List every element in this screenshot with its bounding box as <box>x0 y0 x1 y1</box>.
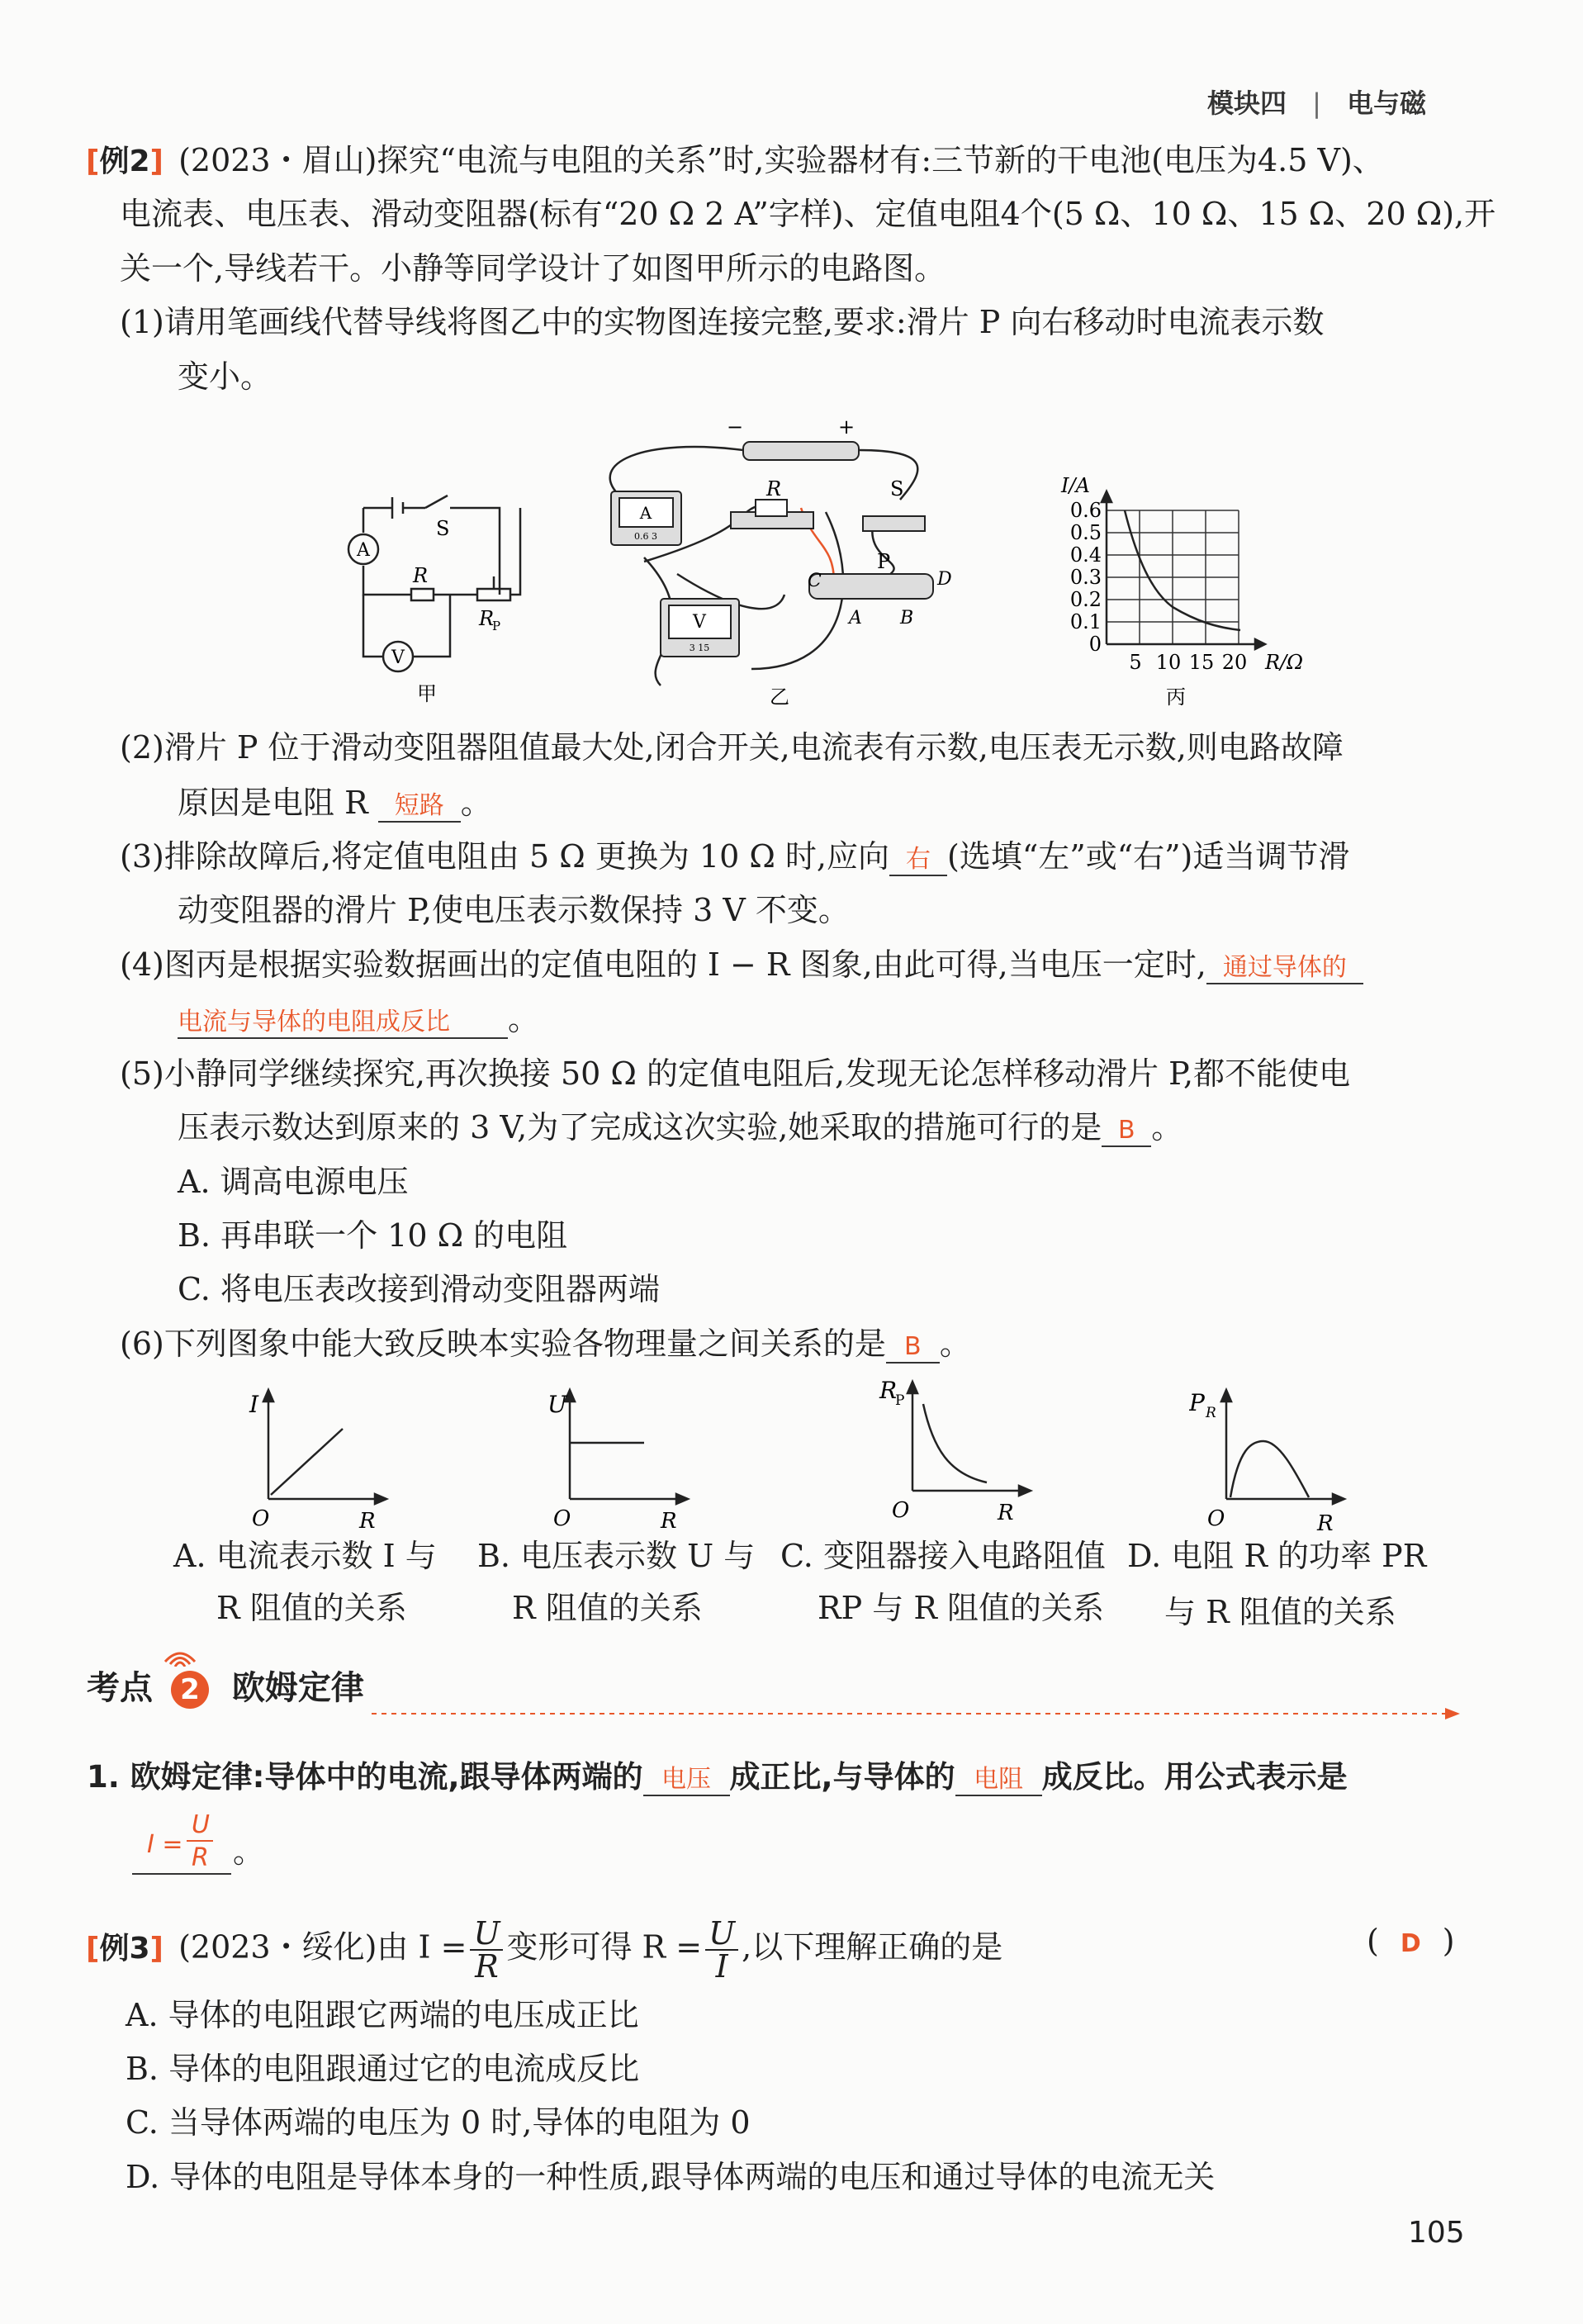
graph-a-ylabel: I <box>249 1391 259 1418</box>
figure-yi-apparatus <box>586 413 974 719</box>
example3-answer-paren: ( D ) <box>1367 1923 1455 1959</box>
header-section: 电与磁 <box>1347 88 1427 119</box>
graph-c-ylabel: R <box>879 1377 898 1404</box>
q6-answer: B <box>904 1332 922 1361</box>
example3-stem: [例3] (2023・绥化)由 I = $\frac{U}{R}$ 变形可得 R = $\frac{U}{I}$ ,以下理解正确的是 <box>81 1918 1002 1982</box>
header-divider: | <box>1312 88 1321 119</box>
graph-d-caption-1: D. 电阻 R 的功率 PR <box>1127 1538 1427 1574</box>
graph-d <box>1189 1375 1354 1532</box>
bing-xtick: 10 <box>1155 651 1182 674</box>
item1-answer-2: 电阻 <box>974 1765 1024 1794</box>
item1-formula-den: R <box>192 1843 209 1872</box>
header-module: 模块四 <box>1207 88 1287 119</box>
yi-ammeter-label: A <box>639 503 652 523</box>
q5-line2: 压表示数达到原来的 3 V,为了完成这次实验,她采取的措施可行的是 B 。 <box>178 1109 1183 1145</box>
q5-line1: (5)小静同学继续探究,再次换接 50 Ω 的定值电阻后,发现无论怎样移动滑片 P,都不能使电 <box>120 1055 1351 1092</box>
q6-line: (6)下列图象中能大致反映本实验各物理量之间关系的是 B 。 <box>120 1326 971 1362</box>
graph-c-xlabel: R <box>998 1501 1014 1524</box>
yi-d-label: D <box>937 569 952 590</box>
example3-option-c: C. 当导体两端的电压为 0 时,导体的电阻为 0 <box>126 2104 751 2141</box>
graph-b-caption-2: R 阻值的关系 <box>512 1590 703 1626</box>
example2-line1: [例2] (2023・眉山)探究“电流与电阻的关系”时,实验器材有:三节新的干电池(电压为4.5 V)、 <box>81 142 1384 180</box>
q2-line1: (2)滑片 P 位于滑动变阻器阻值最大处,闭合开关,电流表有示数,电压表无示数,则电路故障 <box>120 729 1344 766</box>
example2-tag: [例2] <box>86 145 164 178</box>
graph-d-caption-2: 与 R 阻值的关系 <box>1164 1594 1396 1630</box>
yi-s-label: S <box>890 477 904 500</box>
yi-caption: 乙 <box>770 685 789 709</box>
bing-xtick: 15 <box>1188 651 1215 674</box>
yi-minus-label: − <box>727 415 744 439</box>
graph-c-ysub: P <box>895 1392 905 1409</box>
bing-caption: 丙 <box>1166 685 1186 709</box>
yi-r-label: R <box>766 477 782 500</box>
q3-line2: 动变阻器的滑片 P,使电压表示数保持 3 V 不变。 <box>178 892 850 928</box>
bing-ytick: 0.1 <box>1069 610 1102 633</box>
graph-a-origin: O <box>252 1506 270 1531</box>
q1-line1: (1)请用笔画线代替导线将图乙中的实物图连接完整,要求:滑片 P 向右移动时电流表示数 <box>120 304 1325 340</box>
figure-jia-circuit <box>314 487 528 710</box>
jia-rheostat-sub: P <box>492 619 501 633</box>
graph-b-caption-1: B. 电压表示数 U 与 <box>477 1538 756 1574</box>
item1-formula-bar <box>187 1840 213 1842</box>
q5-option-c: C. 将电压表改接到滑动变阻器两端 <box>178 1271 660 1307</box>
fraction-1: $\frac{U}{R}$ <box>470 1918 503 1982</box>
item1-formula-num: U <box>192 1810 210 1839</box>
page-header <box>1207 88 1426 119</box>
graph-c-origin: O <box>892 1498 910 1523</box>
yi-plus-label: + <box>838 415 855 439</box>
q4-line1: (4)图丙是根据实验数据画出的定值电阻的 I − R 图象,由此可得,当电压一定时, 通过导体的 <box>120 946 1363 984</box>
graph-c-caption-1: C. 变阻器接入电路阻值 <box>780 1538 1106 1574</box>
q3-answer: 右 <box>906 845 931 874</box>
graph-c-caption-2: RP 与 R 阻值的关系 <box>818 1590 1105 1626</box>
kaodian-prefix: 考点 <box>87 1669 153 1707</box>
kaodian-number-badge: 2 <box>171 1671 209 1709</box>
bing-xtick: 20 <box>1221 651 1248 674</box>
graph-a-caption-2: R 阻值的关系 <box>216 1590 407 1626</box>
example3-option-d: D. 导体的电阻是导体本身的一种性质,跟导体两端的电压和通过导体的电流无关 <box>126 2159 1216 2195</box>
graph-b <box>533 1375 698 1532</box>
jia-caption: 甲 <box>417 682 437 705</box>
q5-answer: B <box>1118 1116 1135 1145</box>
graph-d-xlabel: R <box>1317 1511 1334 1532</box>
example3-option-b: B. 导体的电阻跟通过它的电流成反比 <box>126 2051 640 2087</box>
bing-xticks <box>1129 651 1247 674</box>
yi-c-label: C <box>808 571 822 591</box>
q4-answer-part2: 电流与导体的电阻成反比 <box>178 1008 450 1036</box>
item1-formula-lhs: I = <box>147 1830 183 1859</box>
q5-option-a: A. 调高电源电压 <box>178 1164 409 1200</box>
ohms-law-definition: 1. 欧姆定律:导体中的电流,跟导体两端的 电压 成正比,与导体的 电阻 成反比。用公式表示是 <box>87 1759 1348 1795</box>
graph-d-ylabel: P <box>1189 1389 1205 1416</box>
jia-ammeter-label: A <box>357 540 370 561</box>
jia-resistor-label: R <box>413 564 429 587</box>
example3-tag: [例3] <box>86 1931 164 1966</box>
wifi-icon <box>162 1645 198 1667</box>
example3-option-a: A. 导体的电阻跟它两端的电压成正比 <box>126 1997 639 2033</box>
graph-a-xlabel: R <box>359 1509 376 1532</box>
page-number: 105 <box>1408 2216 1465 2250</box>
graph-d-ysub: R <box>1206 1405 1216 1421</box>
example2-line3: 关一个,导线若干。小静等同学设计了如图甲所示的电路图。 <box>120 250 946 287</box>
bing-xlabel: R/Ω <box>1265 651 1304 674</box>
graph-a-caption-1: A. 电流表示数 I 与 <box>173 1538 437 1574</box>
bing-ytick: 0.5 <box>1069 521 1102 544</box>
figure-bing-graph <box>1049 471 1329 719</box>
example2-line2: 电流表、电压表、滑动变阻器(标有“20 Ω 2 A”字样)、定值电阻4个(5 Ω、10 Ω、15 Ω、20 Ω),开 <box>120 196 1496 232</box>
yi-a-label: A <box>849 608 862 628</box>
bing-ylabel: I/A <box>1061 474 1090 497</box>
graph-c <box>875 1367 1040 1524</box>
graph-b-ylabel: U <box>547 1391 567 1418</box>
graph-b-xlabel: R <box>661 1509 677 1532</box>
graph-a <box>231 1375 396 1532</box>
yi-p-label: P <box>877 550 891 573</box>
bing-ytick: 0.2 <box>1069 588 1102 611</box>
yi-b-label: B <box>900 608 914 628</box>
q2-line2: 原因是电阻 R 短路 。 <box>178 785 492 821</box>
yi-voltmeter-scale: 3 15 <box>689 643 710 653</box>
bing-ytick: 0 <box>1088 633 1102 656</box>
item1-formula <box>132 1810 231 1875</box>
yi-voltmeter-label: V <box>693 612 706 633</box>
heading-dashed-rule <box>372 1705 1462 1722</box>
kaodian-title: 欧姆定律 <box>231 1669 364 1707</box>
q5-option-b: B. 再串联一个 10 Ω 的电阻 <box>178 1217 568 1254</box>
graph-d-origin: O <box>1207 1506 1225 1531</box>
q4-answer-part1: 通过导体的 <box>1222 953 1347 982</box>
graph-b-origin: O <box>553 1506 571 1531</box>
kaodian-heading <box>87 1668 364 1709</box>
q4-line2: 电流与导体的电阻成反比 。 <box>178 1001 540 1037</box>
q2-answer: 短路 <box>394 791 444 820</box>
q1-line2: 变小。 <box>178 358 273 395</box>
item1-end: 。 <box>233 1833 265 1870</box>
example3-answer: D <box>1400 1929 1421 1958</box>
jia-voltmeter-label: V <box>391 647 405 668</box>
yi-ammeter-scale: 0.6 3 <box>634 531 657 542</box>
jia-rheostat-label: R <box>479 607 495 630</box>
jia-switch-label: S <box>436 517 450 540</box>
bing-yticks <box>1070 499 1102 656</box>
bing-ytick: 0.3 <box>1069 566 1102 589</box>
fraction-2: $\frac{U}{I}$ <box>705 1918 738 1982</box>
bing-ytick: 0.6 <box>1069 499 1102 522</box>
bing-xtick: 5 <box>1129 651 1142 674</box>
bing-ytick: 0.4 <box>1069 543 1102 567</box>
item1-answer-1: 电压 <box>661 1765 712 1794</box>
q3-line1: (3)排除故障后,将定值电阻由 5 Ω 更换为 10 Ω 时,应向 右 (选填“左”或“右”)适当调节滑 <box>120 838 1350 875</box>
